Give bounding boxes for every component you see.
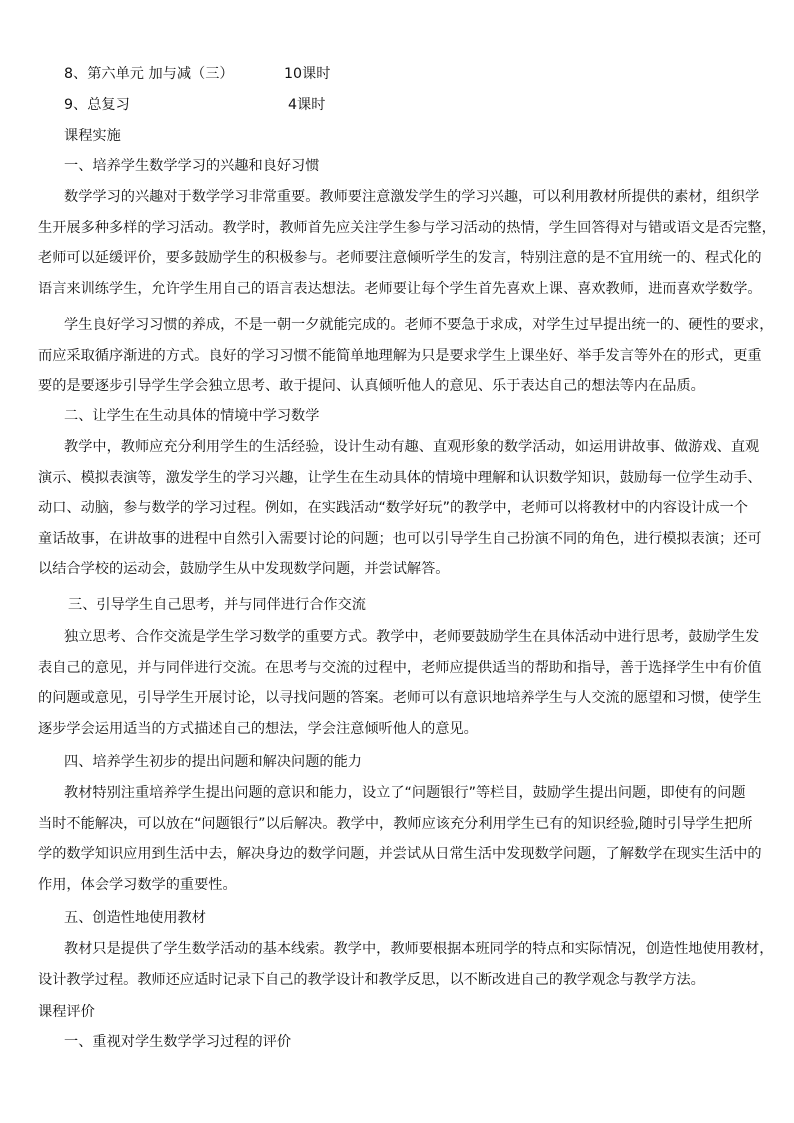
paragraph-line: 动口、动脑，参与数学的学习过程。例如，在实践活动“数学好玩”的教学中，老师可以将教材中的内容设计成一个 (38, 500, 748, 516)
paragraph-line: 童话故事，在讲故事的进程中自然引入需要讨论的问题；也可以引导学生自己扮演不同的角色，进行模拟表演；还可 (38, 530, 762, 547)
paragraph-1 (38, 182, 776, 304)
paragraph-line: 老师可以延缓评价，要多鼓励学生的积极参与。老师要注意倾听学生的发言，特别注意的是不宜用统一的、程式化的 (38, 250, 762, 266)
paragraph-line: 语言来训练学生，允许学生用自己的语言表达想法。老师要让每个学生首先喜欢上课、喜欢教师，进而喜欢学数学。 (38, 280, 762, 297)
paragraph-line: 表自己的意见，并与同伴进行交流。在思考与交流的过程中，老师应提供适当的帮助和指导，善于选择学生中有价值 (38, 659, 762, 676)
paragraph-line: 以结合学校的运动会，鼓励学生从中发现数学问题，并尝试解答。 (38, 561, 450, 577)
heading-4: 四、培养学生初步的提出问题和解决问题的能力 (64, 754, 362, 770)
paragraph-line: 教学中，教师应充分利用学生的生活经验，设计生动有趣、直观形象的数学活动，如运用讲故事、做游戏、直观 (64, 439, 760, 455)
heading-6: 一、重视对学生数学学习过程的评价 (64, 1034, 292, 1050)
paragraph-line: 数学学习的兴趣对于数学学习非常重要。教师要注意激发学生的学习兴趣，可以利用教材所提供的素材，组织学 (64, 189, 760, 205)
heading-3: 三、引导学生自己思考，并与同伴进行合作交流 (68, 597, 366, 613)
paragraph-line: 生开展多种多样的学习活动。教学时，教师首先应关注学生参与学习活动的热情，学生回答得对与错或语文是否完整， (38, 219, 776, 236)
paragraph-line: 当时不能解决，可以放在“问题银行”以后解决。教学中，教师应该充分利用学生已有的知识经验,随时引导学生把所 (38, 815, 753, 832)
schedule-hours-9: 4课时 (288, 97, 326, 113)
heading-2: 二、让学生在生动具体的情境中学习数学 (64, 408, 320, 424)
paragraph-line: 演示、模拟表演等，激发学生的学习兴趣，让学生在生动具体的情境中理解和认识数学知识，鼓励每一位学生动手、 (38, 469, 762, 486)
heading-1: 一、培养学生数学学习的兴趣和良好习惯 (64, 158, 320, 174)
paragraph-3 (38, 432, 762, 585)
schedule-hours-8: 10课时 (284, 66, 331, 82)
paragraph-line: 学的数学知识应用到生活中去，解决身边的数学问题，并尝试从日常生活中发现数学问题，了解数学在现实生活中的 (38, 846, 762, 862)
paragraph-4 (38, 622, 762, 744)
schedule-item-9: 9、总复习 (64, 97, 130, 113)
paragraph-line: 逐步学会运用适当的方式描述自己的想法，学会注意倾听他人的意见。 (38, 720, 478, 737)
paragraph-line: 教材特别注重培养学生提出问题的意识和能力，设立了“问题银行”等栏目，鼓励学生提出问题，即使有的问题 (64, 785, 746, 801)
heading-5: 五、创造性地使用教材 (64, 910, 206, 926)
paragraph-line: 独立思考、合作交流是学生学习数学的重要方式。教学中，老师要鼓励学生在具体活动中进行思考，鼓励学生发 (64, 629, 760, 645)
schedule-item-8: 8、第六单元 加与减（三） (64, 66, 234, 82)
paragraph-line: 要的是要逐步引导学生学会独立思考、敢于提问、认真倾听他人的意见、乐于表达自己的想法等内在品质。 (38, 378, 705, 394)
paragraph-line: 而应采取循序渐进的方式。良好的学习习惯不能简单地理解为只是要求学生上课坐好、举手发言等外在的形式，更重 (38, 347, 762, 364)
paragraph-line: 作用，体会学习数学的重要性。 (38, 876, 237, 893)
paragraph-line: 的问题或意见，引导学生开展讨论，以寻找问题的答案。老师可以有意识地培养学生与人交流的愿望和习惯，使学生 (38, 690, 762, 706)
paragraph-line: 设计教学过程。教师还应适时记录下自己的教学设计和教学反思，以不断改进自己的教学观念与教学方法。 (38, 971, 705, 988)
section-title-implementation: 课程实施 (64, 128, 121, 144)
section-title-evaluation: 课程评价 (38, 1004, 95, 1020)
paragraph-line: 教材只是提供了学生数学活动的基本线索。教学中，教师要根据本班同学的特点和实际情况，创造性地使用教材， (64, 941, 774, 957)
paragraph-line: 学生良好学习习惯的养成，不是一朝一夕就能完成的。老师不要急于求成，对学生过早提出统一的、硬性的要求， (64, 317, 774, 333)
paragraph-2 (38, 310, 774, 402)
paragraph-5 (38, 778, 762, 900)
paragraph-6 (38, 934, 774, 995)
